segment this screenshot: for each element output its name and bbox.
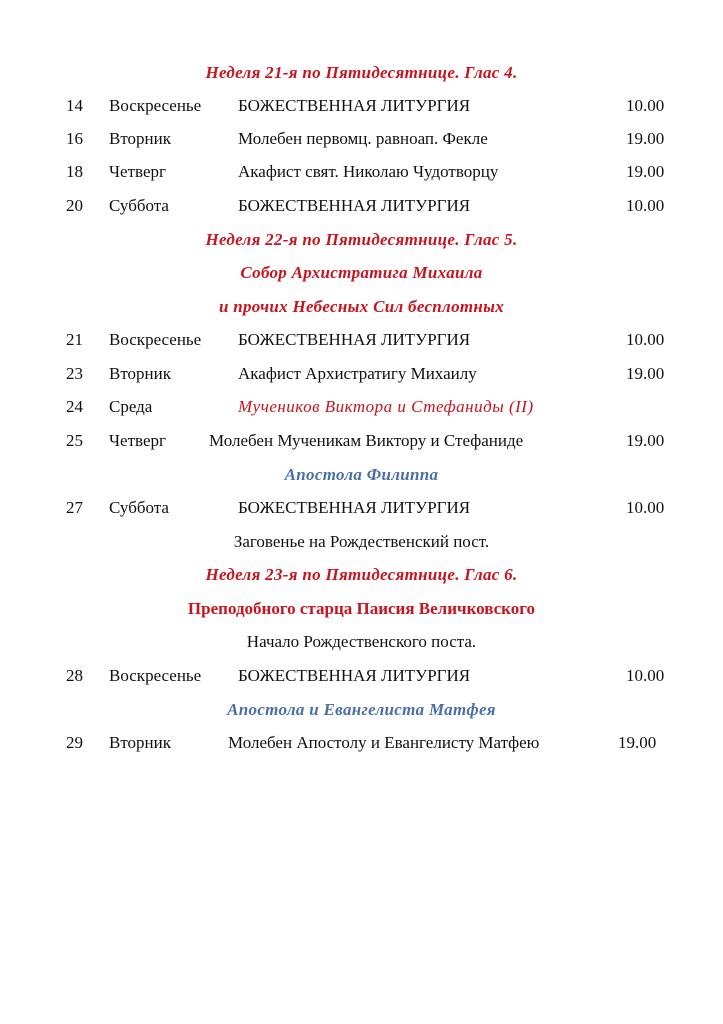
row-event: БОЖЕСТВЕННАЯ ЛИТУРГИЯ <box>238 96 471 115</box>
row-day: 20 <box>66 196 83 215</box>
fast-eve-note: Заговенье на Рождественский пост. <box>233 532 490 551</box>
apostle-philip-heading: Апостола Филиппа <box>284 465 439 484</box>
row-weekday: Воскресенье <box>109 96 202 115</box>
row-time: 19.00 <box>626 129 665 148</box>
schedule-row <box>0 659 723 692</box>
row-day: 29 <box>66 733 83 752</box>
week-22-heading: Неделя 22-я по Пятидесятнице. Глас 5. <box>205 230 518 249</box>
schedule-row <box>0 390 723 423</box>
row-weekday: Воскресенье <box>109 330 202 349</box>
feast-powers-heading: и прочих Небесных Сил бесплотных <box>218 297 505 316</box>
row-day: 24 <box>66 397 83 416</box>
row-weekday: Вторник <box>109 733 171 752</box>
row-weekday: Четверг <box>109 162 166 181</box>
row-event: Молебен первомц. равноап. Фекле <box>238 129 488 148</box>
row-time: 19.00 <box>626 364 665 383</box>
row-day: 18 <box>66 162 83 181</box>
row-event: БОЖЕСТВЕННАЯ ЛИТУРГИЯ <box>238 330 471 349</box>
row-weekday: Среда <box>109 397 153 416</box>
row-event: БОЖЕСТВЕННАЯ ЛИТУРГИЯ <box>238 498 471 517</box>
row-time: 10.00 <box>626 498 665 517</box>
schedule-row <box>0 89 723 122</box>
row-time: 10.00 <box>626 666 665 685</box>
row-event: Акафист свят. Николаю Чудотворцу <box>238 162 499 181</box>
schedule-row <box>0 424 723 457</box>
week-21-heading: Неделя 21-я по Пятидесятнице. Глас 4. <box>205 63 518 82</box>
row-time: 10.00 <box>626 196 665 215</box>
row-day: 27 <box>66 498 83 517</box>
row-event: Молебен Апостолу и Евангелисту Матфею <box>228 733 540 752</box>
row-time: 10.00 <box>626 96 665 115</box>
row-weekday: Воскресенье <box>109 666 202 685</box>
row-weekday: Суббота <box>109 498 169 517</box>
schedule-row <box>0 323 723 356</box>
row-weekday: Четверг <box>109 431 166 450</box>
row-event: Молебен Мученикам Виктору и Стефаниде <box>209 431 524 450</box>
schedule-row <box>0 189 723 222</box>
apostle-matthew-heading: Апостола и Евангелиста Матфея <box>227 700 496 719</box>
schedule-row <box>0 155 723 188</box>
schedule-row <box>0 122 723 155</box>
row-time: 19.00 <box>626 431 665 450</box>
schedule-row <box>0 357 723 390</box>
row-time: 19.00 <box>626 162 665 181</box>
row-event: БОЖЕСТВЕННАЯ ЛИТУРГИЯ <box>238 196 471 215</box>
row-day: 21 <box>66 330 83 349</box>
row-weekday: Вторник <box>109 364 171 383</box>
schedule-row <box>0 491 723 524</box>
row-day: 28 <box>66 666 83 685</box>
row-time: 10.00 <box>626 330 665 349</box>
week-23-heading: Неделя 23-я по Пятидесятнице. Глас 6. <box>205 565 518 584</box>
row-weekday: Суббота <box>109 196 169 215</box>
martyrs-feast-label: Мучеников Виктора и Стефаниды (II) <box>238 397 534 416</box>
feast-michael-heading: Собор Архистратига Михаила <box>240 263 483 282</box>
schedule-row <box>0 726 723 759</box>
row-event: Акафист Архистратигу Михаилу <box>238 364 477 383</box>
row-weekday: Вторник <box>109 129 171 148</box>
row-day: 23 <box>66 364 83 383</box>
paisius-heading: Преподобного старца Паисия Величковского <box>187 599 536 618</box>
row-event: БОЖЕСТВЕННАЯ ЛИТУРГИЯ <box>238 666 471 685</box>
row-day: 16 <box>66 129 83 148</box>
fast-start-note: Начало Рождественского поста. <box>246 632 477 651</box>
row-time: 19.00 <box>618 733 657 752</box>
row-day: 14 <box>66 96 83 115</box>
row-day: 25 <box>66 431 83 450</box>
